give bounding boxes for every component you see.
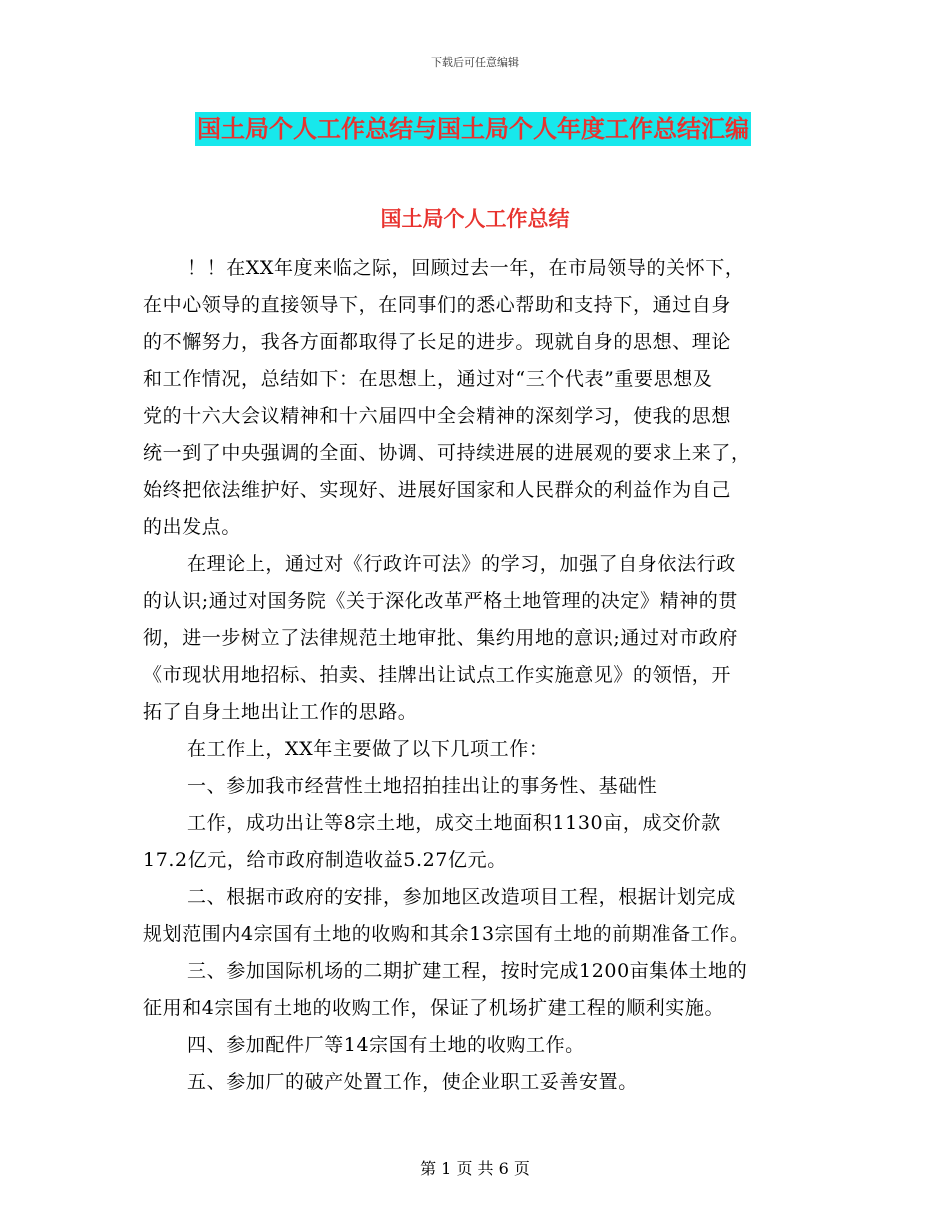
- section-title: 国土局个人工作总结: [380, 207, 570, 231]
- body-line: 始终把依法维护好、实现好、进展好国家和人民群众的利益作为自己: [143, 479, 732, 501]
- body-line: 《市现状用地招标、拍卖、挂牌出让试点工作实施意见》的领悟，开: [143, 664, 732, 686]
- body-line: 三、参加国际机场的二期扩建工程，按时完成1200亩集体土地的: [187, 960, 748, 982]
- body-line: 四、参加配件厂等14宗国有土地的收购工作。: [187, 1034, 585, 1056]
- body-line: 一、参加我市经营性土地招拍挂出让的事务性、基础性: [187, 775, 658, 797]
- body-line: 在工作上，XX年主要做了以下几项工作：: [187, 738, 549, 760]
- body-line: ！！在XX年度来临之际，回顾过去一年，在市局领导的关怀下，: [187, 257, 745, 279]
- body-line: 和工作情况，总结如下：在思想上，通过对“三个代表”重要思想及: [143, 368, 713, 390]
- body-line: 征用和4宗国有土地的收购工作，保证了机场扩建工程的顺利实施。: [143, 997, 725, 1019]
- body-line: 二、根据市政府的安排，参加地区改造项目工程，根据计划完成: [187, 886, 736, 908]
- body-line: 的出发点。: [143, 516, 242, 538]
- body-line: 党的十六大会议精神和十六届四中全会精神的深刻学习，使我的思想: [143, 405, 732, 427]
- body-line: 五、参加厂的破产处置工作，使企业职工妥善安置。: [187, 1071, 638, 1093]
- body-line: 工作，成功出让等8宗土地，成交土地面积1130亩，成交价款: [187, 812, 721, 834]
- header-note: 下载后可任意编辑: [431, 56, 519, 69]
- body-line: 规划范围内4宗国有土地的收购和其余13宗国有土地的前期准备工作。: [143, 923, 750, 945]
- body-line: 在中心领导的直接领导下，在同事们的悉心帮助和支持下，通过自身: [143, 294, 732, 316]
- body-line: 的认识;通过对国务院《关于深化改革严格土地管理的决定》精神的贯: [143, 590, 739, 612]
- body-line: 统一到了中央强调的全面、协调、可持续进展的进展观的要求上来了，: [143, 442, 751, 464]
- document-title: 国土局个人工作总结与国土局个人年度工作总结汇编: [195, 112, 751, 146]
- body-line: 在理论上，通过对《行政许可法》的学习，加强了自身依法行政: [187, 553, 736, 575]
- body-text: [143, 250, 823, 1101]
- body-line: 17.2亿元，给市政府制造收益5.27亿元。: [143, 849, 507, 871]
- body-line: 拓了自身土地出让工作的思路。: [143, 701, 418, 723]
- body-line: 的不懈努力，我各方面都取得了长足的进步。现就自身的思想、理论: [143, 331, 732, 353]
- body-line: 彻，进一步树立了法律规范土地审批、集约用地的意识;通过对市政府: [143, 627, 739, 649]
- page-footer: 第 1 页 共 6 页: [420, 1159, 530, 1178]
